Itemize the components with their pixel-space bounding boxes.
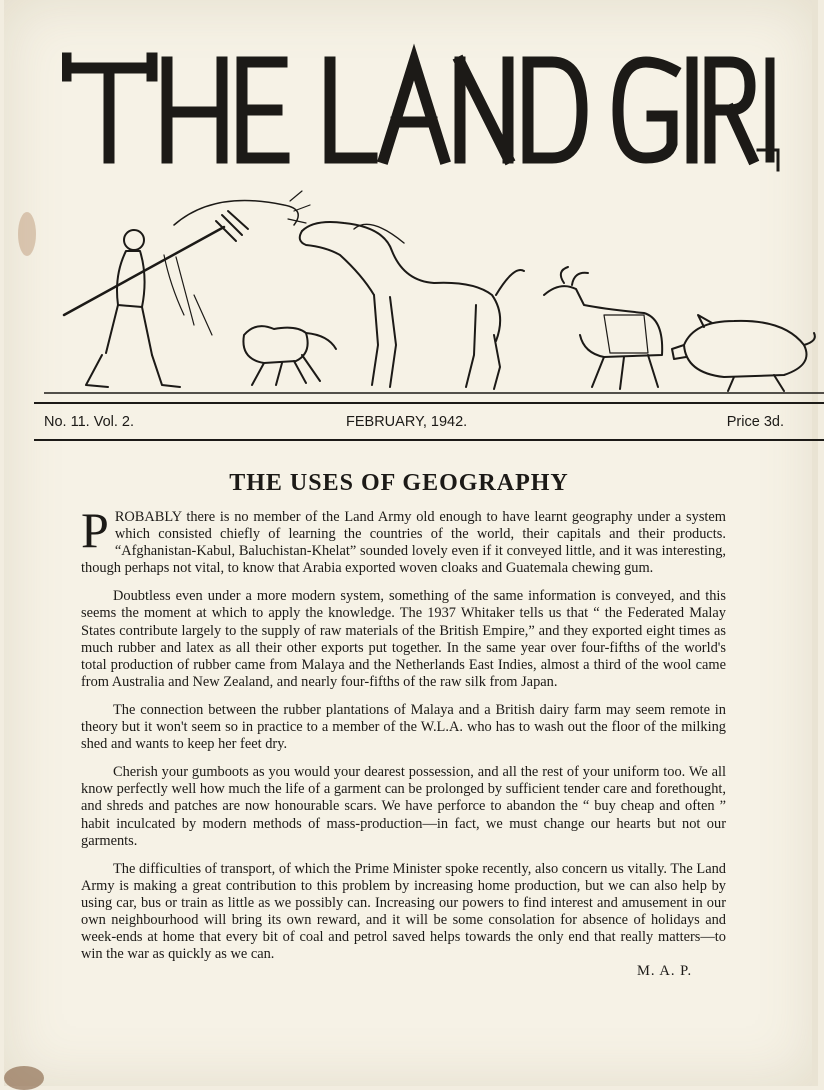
magazine-page [4,0,818,1086]
masthead-rule-top [34,402,824,404]
page-edge [812,0,818,1086]
article-paragraph: The connection between the rubber plantations of Malaya and a British dairy farm may seem remote in theory but it won't seem so in practice to a member of the W.L.A. who has to wash out the floor of the milking shed and wants to keep her feet dry. [81,701,726,753]
paragraph-text: ROBABLY there is no member of the Land Army old enough to have learnt geography under a system which consisted chiefly of learning the countries of the world, their capitals and their products. “Afghanistan-Kabul, Baluchistan-Khelat” sounded lovely even if it conveyed little, and it was interesting, though perhaps not vital, to know that Arabia exported woven cloaks and Guatemala chewing gum. [81,509,726,577]
issue-info-bar [34,410,784,436]
page-stain [18,212,36,256]
drop-cap: P [81,502,109,558]
article-paragraph: The difficulties of transport, of which the Prime Minister spoke recently, also concern us vitally. The Land Army is making a great contribution to this problem by increasing home production, but we can also help by using car, bus or train as little as we possibly can. Increasing our powers to find interest and amusement in our own neighbourhood will bring its own reward, and it will be some consolation for absence of holidays and week-ends at home that every bit of coal and petrol saved helps towards the only end that really matters—to win the war as quickly as we can. [81,860,726,963]
issue-price: Price 3d. [726,414,784,430]
issue-date: FEBRUARY, 1942. [346,414,468,430]
masthead-rule-bottom [34,439,824,441]
farm-animals-illustration [44,185,824,400]
article-body [81,502,726,974]
article-signature: M. A. P. [637,963,693,979]
issue-number: No. 11. Vol. 2. [44,414,135,430]
article-title: THE USES OF GEOGRAPHY [229,470,569,496]
masthead [62,40,782,175]
masthead-logo [62,40,782,175]
article-paragraph: Cherish your gumboots as you would your dearest possession, and all the rest of your uniform too. We all know perfectly well how much the life of a garment can be prolonged by sufficient tender care and forethought, and shreds and patches are now honourable scars. We have perforce to abandon the “ buy cheap and often ” habit inculcated by modern methods of mass-production—in fact, we must change our hearts but not our garments. [81,764,726,849]
article-paragraph [81,502,726,577]
article-paragraph: Doubtless even under a more modern system, something of the same information is conveyed, and this seems the moment at which to apply the knowledge. The 1937 Whitaker tells us that “ the Federated Malay States contribute largely to the supply of raw materials of the British Empire,” and they exported eight times as much rubber and latex as all their other exports put together. In the same year over four-fifths of the world's total production of rubber came from Malaya and the Netherlands East Indies, almost a third of the wool came from Australia and New Zealand, and nearly four-fifths of the raw silk from Japan. [81,588,726,690]
page-stain [4,1066,44,1090]
